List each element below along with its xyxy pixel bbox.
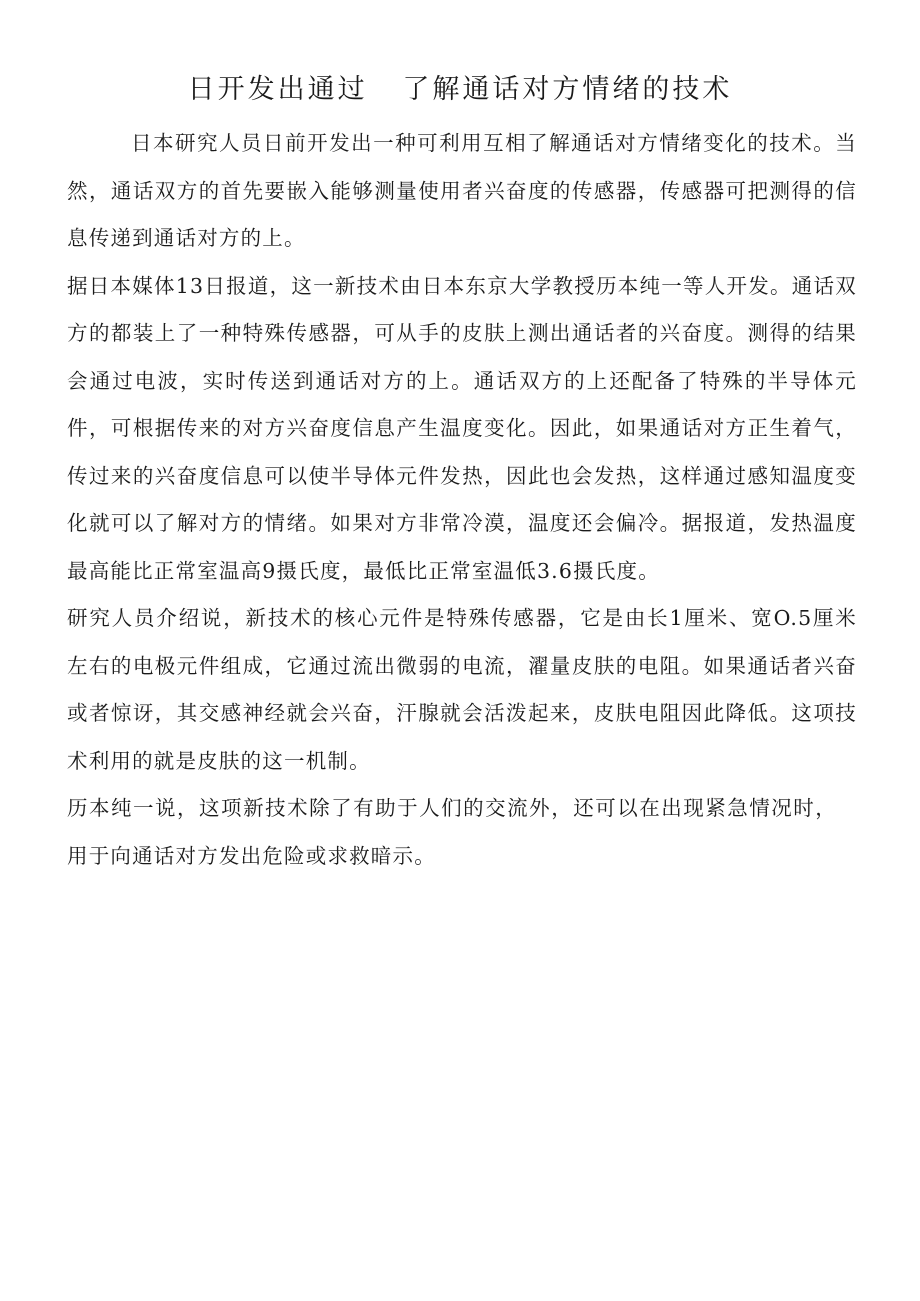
document-title: 日开发出通过 了解通话对方情绪的技术 bbox=[187, 74, 733, 105]
paragraph-4: 历本纯一说，这项新技术除了有助于人们的交流外，还可以在出现紧急情况时，用于向通话对方发出危险或求救暗示。 bbox=[67, 796, 837, 868]
paragraph-2: 据日本媒体13日报道，这一新技术由日本东京大学教授历本纯一等人开发。通话双方的都装上了一种特殊传感器，可从手的皮肤上测出通话者的兴奋度。测得的结果会通过电波，实时传送到通话对方的上。通话双方的上还配备了特殊的半导体元件，可根据传来的对方兴奋度信息产生温度变化。因此，如果通话对方正生着气，传过来的兴奋度信息可以使半导体元件发热，因此也会发热，这样通过感知温度变化就可以了解对方的情绪。如果对方非常冷漠，温度还会偏冷。据报道，发热温度最高能比正常室温高9摄氏度，最低比正常室温低3.6摄氏度。 bbox=[67, 273, 857, 583]
paragraph-3: 研究人员介绍说，新技术的核心元件是特殊传感器，它是由长1厘米、宽O.5厘米左右的电极元件组成，它通过流出微弱的电流，濯量皮肤的电阻。如果通话者兴奋或者惊讶，其交感神经就会兴奋，汗腺就会活泼起来，皮肤电阻因此降低。这项技术利用的就是皮肤的这一机制。 bbox=[67, 606, 857, 773]
document-body bbox=[67, 120, 857, 880]
paragraph-1: 日本研究人员日前开发出一种可利用互相了解通话对方情绪变化的技术。当然，通话双方的首先要嵌入能够测量使用者兴奋度的传感器，传感器可把测得的信息传递到通话对方的上。 bbox=[67, 131, 857, 250]
